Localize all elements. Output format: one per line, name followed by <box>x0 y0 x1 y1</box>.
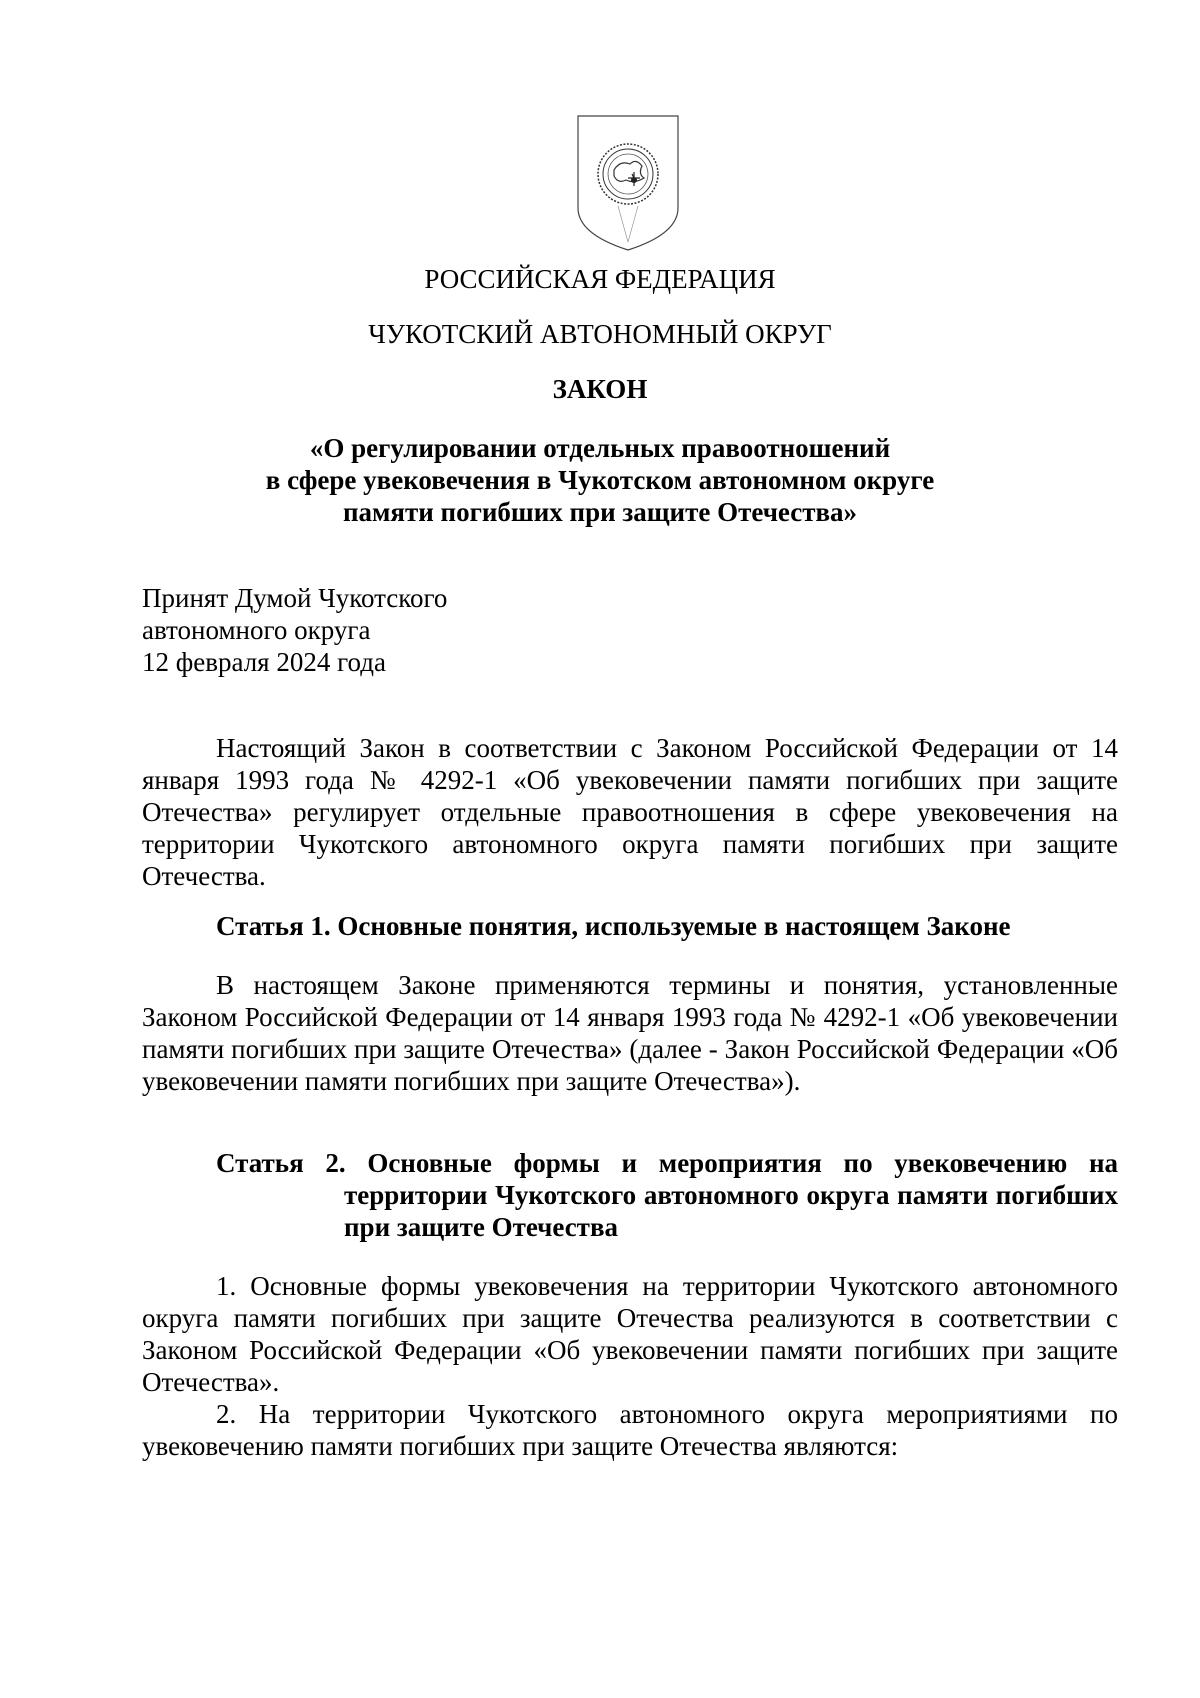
adoption-date: 12 февраля 2024 года <box>142 647 386 677</box>
doc-type-heading: ЗАКОН <box>552 374 648 404</box>
region-heading: ЧУКОТСКИЙ АВТОНОМНЫЙ ОКРУГ <box>368 319 832 349</box>
article-1-paragraph: В настоящем Законе применяются термины и понятия, установленные Законом Российской Федерации от 14 января 1993 года № 4292-1 «Об увековечении памяти погибших при защите Отечества» (далее - Закон Российской Федерации «Об увековечении памяти погибших при защите Отечества»). <box>142 970 1118 1096</box>
article-2-paragraph-1: 1. Основные формы увековечения на территории Чукотского автономного округа памяти погибших при защите Отечества реализуются в соответствии с Законом Российской Федерации «Об увековечении памяти погибших при защите Отечества». <box>142 1271 1118 1397</box>
preamble-paragraph: Настоящий Закон в соответствии с Законом Российской Федерации от 14 января 1993 года № 4292-1 «Об увековечении памяти погибших при защите Отечества» регулирует отдельные правоотношения в сфере увековечения на территории Чукотского автономного округа памяти погибших при защите Отечества. <box>142 733 1118 891</box>
adoption-line-1: Принят Думой Чукотского <box>142 583 448 613</box>
coat-of-arms-icon <box>574 112 682 254</box>
adoption-line-2: автономного округа <box>142 615 371 645</box>
article-2-paragraph-2: 2. На территории Чукотского автономного округа мероприятиями по увековечению памяти погибших при защите Отечества являются: <box>142 1399 1118 1461</box>
law-title-line-2: в сфере увековечения в Чукотском автономном округе <box>265 465 935 495</box>
article-1-heading: Статья 1. Основные понятия, используемые в настоящем Законе <box>216 911 1011 941</box>
country-heading: РОССИЙСКАЯ ФЕДЕРАЦИЯ <box>424 264 776 294</box>
law-title-line-3: памяти погибших при защите Отечества» <box>342 497 858 527</box>
article-2-heading: Статья 2. Основные формы и мероприятия по увековечению на территории Чукотского автономного округа памяти погибших при защите Отечества <box>216 1148 1118 1242</box>
law-title-line-1: «О регулировании отдельных правоотношений <box>309 433 891 463</box>
